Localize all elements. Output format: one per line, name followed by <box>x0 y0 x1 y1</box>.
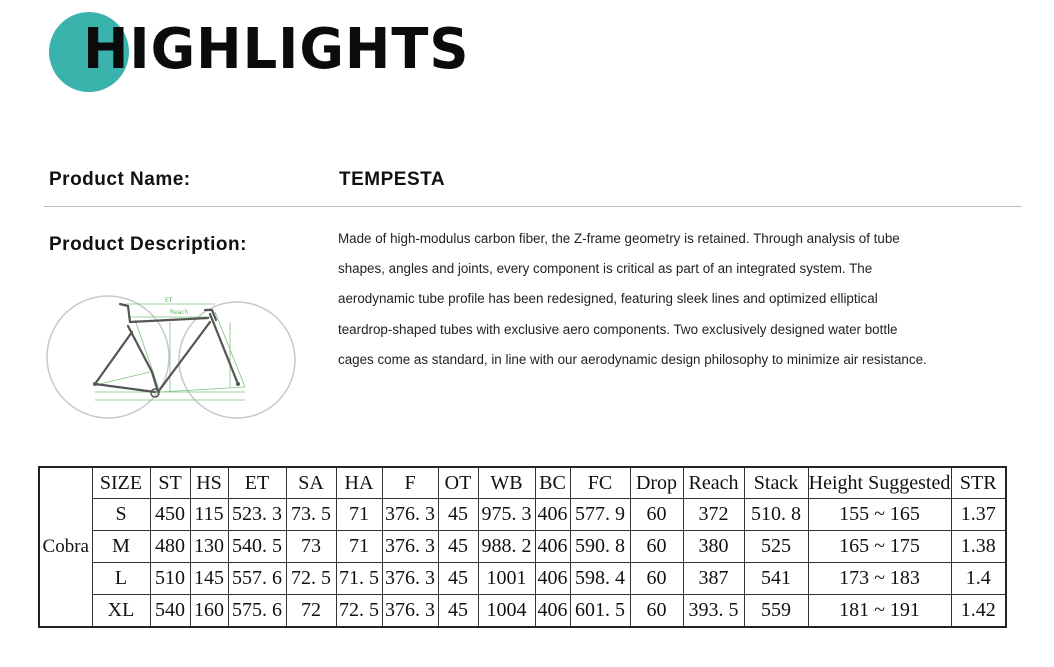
table-row <box>39 499 1006 531</box>
table-cell: 406 <box>535 563 570 595</box>
table-cell: 510. 8 <box>744 499 808 531</box>
table-cell: 975. 3 <box>478 499 535 531</box>
table-cell: 45 <box>438 499 478 531</box>
page-title: HIGHLIGHTS <box>83 17 470 82</box>
table-cell: L <box>92 563 150 595</box>
table-cell: 376. 3 <box>382 499 438 531</box>
model-cell: Cobra <box>39 467 92 627</box>
table-cell: 60 <box>630 595 683 628</box>
description-line: shapes, angles and joints, every component is critical as part of an integrated system. The <box>338 261 873 277</box>
table-cell: 598. 4 <box>570 563 630 595</box>
product-description <box>338 224 1028 375</box>
description-line: teardrop-shaped tubes with exclusive aero components. Two exclusively designed water bottle <box>338 321 898 337</box>
column-header: BC <box>535 467 570 499</box>
table-cell: 988. 2 <box>478 531 535 563</box>
column-header: Stack <box>744 467 808 499</box>
table-cell: 372 <box>683 499 744 531</box>
table-cell: 73. 5 <box>286 499 336 531</box>
table-cell: 577. 9 <box>570 499 630 531</box>
table-cell: 406 <box>535 531 570 563</box>
table-cell: 559 <box>744 595 808 628</box>
column-header: HA <box>336 467 382 499</box>
column-header: Reach <box>683 467 744 499</box>
table-cell: 60 <box>630 499 683 531</box>
column-header: Height Suggested <box>808 467 951 499</box>
table-cell: 115 <box>190 499 228 531</box>
table-cell: 1.37 <box>951 499 1006 531</box>
product-name-label: Product Name: <box>49 169 191 190</box>
column-header: SA <box>286 467 336 499</box>
table-cell: 1.4 <box>951 563 1006 595</box>
column-header: HS <box>190 467 228 499</box>
table-cell: 72 <box>286 595 336 628</box>
table-cell: 155 ~ 165 <box>808 499 951 531</box>
table-cell: 376. 3 <box>382 531 438 563</box>
table-cell: 540 <box>150 595 190 628</box>
table-cell: 72. 5 <box>286 563 336 595</box>
table-cell: 523. 3 <box>228 499 286 531</box>
product-description-label: Product Description: <box>49 234 247 255</box>
geometry-table <box>38 466 1007 628</box>
table-cell: S <box>92 499 150 531</box>
table-row <box>39 595 1006 628</box>
table-cell: M <box>92 531 150 563</box>
table-row <box>39 531 1006 563</box>
table-cell: 130 <box>190 531 228 563</box>
table-cell: 376. 3 <box>382 595 438 628</box>
table-cell: XL <box>92 595 150 628</box>
table-cell: 73 <box>286 531 336 563</box>
column-header: WB <box>478 467 535 499</box>
column-header: F <box>382 467 438 499</box>
description-line: aerodynamic tube profile has been redesigned, featuring sleek lines and optimized elliptical <box>338 291 878 307</box>
table-cell: 173 ~ 183 <box>808 563 951 595</box>
table-cell: 45 <box>438 563 478 595</box>
table-cell: 480 <box>150 531 190 563</box>
product-name-value: TEMPESTA <box>339 169 446 190</box>
column-header: Drop <box>630 467 683 499</box>
bike-geometry-diagram <box>40 292 300 442</box>
table-cell: 450 <box>150 499 190 531</box>
reach-label: Reach <box>170 309 189 316</box>
table-cell: 575. 6 <box>228 595 286 628</box>
table-cell: 165 ~ 175 <box>808 531 951 563</box>
column-header: FC <box>570 467 630 499</box>
description-line: Made of high-modulus carbon fiber, the Z-frame geometry is retained. Through analysis of tube <box>338 231 900 246</box>
table-cell: 406 <box>535 499 570 531</box>
table-cell: 393. 5 <box>683 595 744 628</box>
table-cell: 45 <box>438 595 478 628</box>
table-cell: 510 <box>150 563 190 595</box>
table-cell: 376. 3 <box>382 563 438 595</box>
table-cell: 387 <box>683 563 744 595</box>
table-cell: 406 <box>535 595 570 628</box>
table-cell: 60 <box>630 531 683 563</box>
table-cell: 541 <box>744 563 808 595</box>
table-cell: 72. 5 <box>336 595 382 628</box>
description-line: cages come as standard, in line with our aerodynamic design philosophy to minimize air resistance. <box>338 351 927 367</box>
table-cell: 160 <box>190 595 228 628</box>
table-cell: 71. 5 <box>336 563 382 595</box>
table-cell: 71 <box>336 499 382 531</box>
table-cell: 1001 <box>478 563 535 595</box>
table-cell: 71 <box>336 531 382 563</box>
table-cell: 590. 8 <box>570 531 630 563</box>
table-cell: 557. 6 <box>228 563 286 595</box>
divider <box>44 206 1022 207</box>
table-cell: 181 ~ 191 <box>808 595 951 628</box>
table-cell: 1.42 <box>951 595 1006 628</box>
table-header-row <box>39 467 1006 499</box>
column-header: OT <box>438 467 478 499</box>
column-header: ET <box>228 467 286 499</box>
table-cell: 380 <box>683 531 744 563</box>
table-cell: 540. 5 <box>228 531 286 563</box>
table-cell: 60 <box>630 563 683 595</box>
table-cell: 1.38 <box>951 531 1006 563</box>
column-header: ST <box>150 467 190 499</box>
table-cell: 525 <box>744 531 808 563</box>
table-cell: 601. 5 <box>570 595 630 628</box>
column-header: SIZE <box>92 467 150 499</box>
table-cell: 1004 <box>478 595 535 628</box>
table-row <box>39 563 1006 595</box>
et-label: ET <box>165 297 173 304</box>
table-cell: 145 <box>190 563 228 595</box>
table-cell: 45 <box>438 531 478 563</box>
column-header: STR <box>951 467 1006 499</box>
